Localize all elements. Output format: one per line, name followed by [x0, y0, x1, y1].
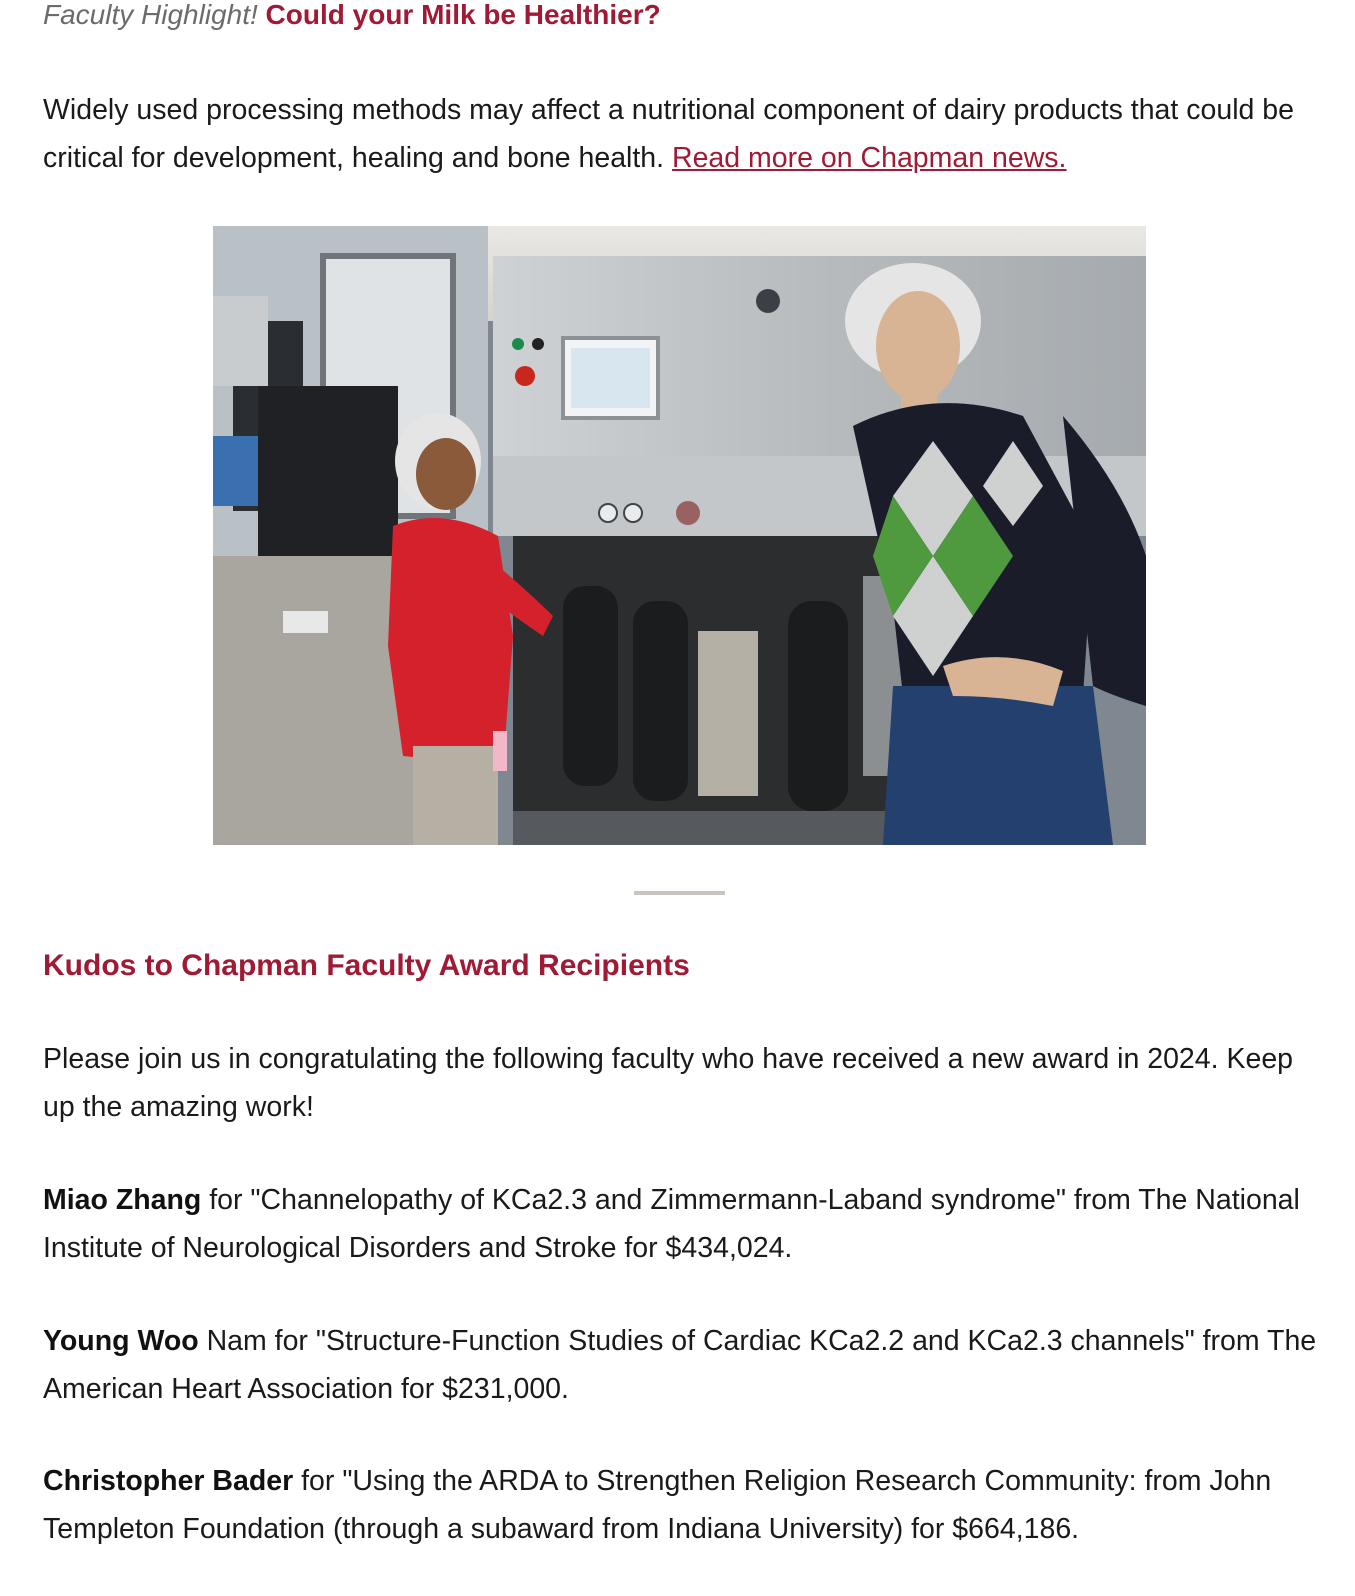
award-item: [43, 1318, 1318, 1413]
award-recipient-name: Miao Zhang: [43, 1184, 202, 1216]
article-body: [43, 87, 1318, 182]
award-description: for "Channelopathy of KCa2.3 and Zimmermann-Laband syndrome" from The National Institute of Neurological Disorders and Stroke for $434,024.: [43, 1184, 1300, 1264]
article-headline: [43, 0, 661, 32]
article-body-text: Widely used processing methods may affect a nutritional component of dairy products that could be critical for development, healing and bone health.: [43, 94, 1294, 174]
article-title: Could your Milk be Healthier?: [265, 0, 661, 30]
award-recipient-name: Christopher Bader: [43, 1465, 294, 1497]
read-more-link[interactable]: Read more on Chapman news.: [672, 141, 1067, 174]
article-kicker: Faculty Highlight!: [43, 0, 258, 30]
section-intro: Please join us in congratulating the following faculty who have received a new award in 2024. Keep up the amazing work!: [43, 1043, 1294, 1123]
award-recipient-name: Young Woo: [43, 1325, 199, 1357]
section-divider: [634, 891, 725, 895]
award-item: [43, 1458, 1318, 1553]
award-item: [43, 1177, 1318, 1272]
lab-photo-illustration: [213, 226, 1146, 845]
section-title: Kudos to Chapman Faculty Award Recipients: [43, 949, 690, 982]
article-photo: [213, 226, 1146, 845]
award-description: Nam for "Structure-Function Studies of Cardiac KCa2.2 and KCa2.3 channels" from The American Heart Association for $231,000.: [43, 1325, 1317, 1405]
award-description: for "Using the ARDA to Strengthen Religion Research Community: from John Templeton Foundation (through a subaward from Indiana University) for $664,186.: [43, 1465, 1272, 1545]
